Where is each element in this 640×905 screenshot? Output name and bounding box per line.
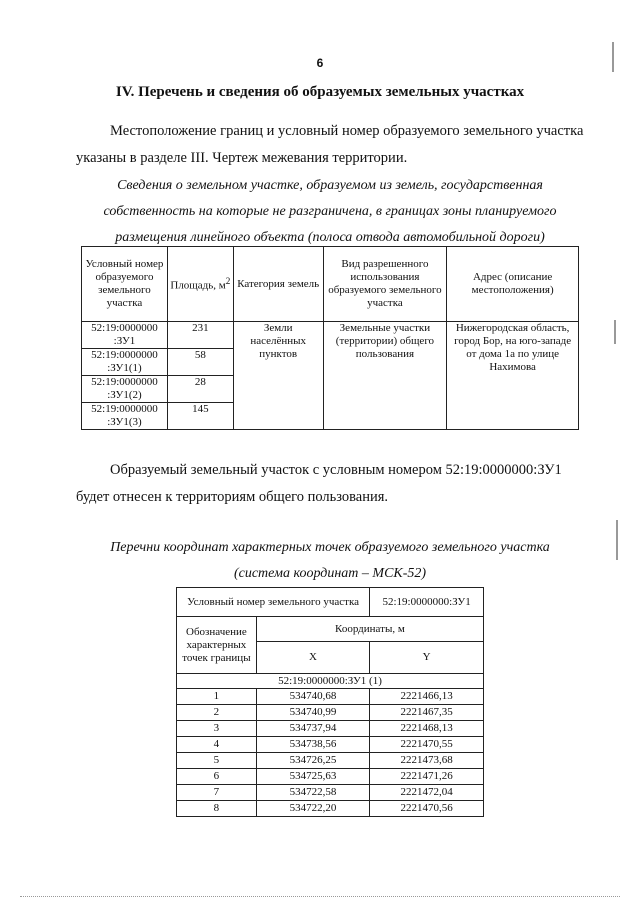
page-number: 6 xyxy=(316,56,324,70)
y-value: 2221466,13 xyxy=(370,689,484,705)
intro-line-2: указаны в разделе III. Чертеж межевания территории. xyxy=(76,150,408,166)
middle-line-1: Образуемый земельный участок с условным номером 52:19:0000000:ЗУ1 xyxy=(110,462,562,478)
y-value: 2221467,35 xyxy=(370,705,484,721)
point-number: 3 xyxy=(177,721,257,737)
y-value: 2221468,13 xyxy=(370,721,484,737)
points-label: Обозначение характерных точек границы xyxy=(177,617,257,674)
area-cell: 58 xyxy=(167,349,233,376)
section-heading: IV. Перечень и сведения об образуемых земельных участках xyxy=(115,84,525,100)
table-row xyxy=(177,769,484,785)
table-row xyxy=(177,737,484,753)
x-value: 534740,68 xyxy=(256,689,369,705)
section-row xyxy=(177,674,484,689)
plot-number-cell: 52:19:0000000 :ЗУ1 xyxy=(82,322,168,349)
header-plot-number: Условный номер образуемого земельного участка xyxy=(82,247,168,322)
plot-number-cell: 52:19:0000000 :ЗУ1(2) xyxy=(82,376,168,403)
address-cell: Нижегородская область, город Бор, на юго-западе от дома 1а по улице Нахимова xyxy=(447,322,579,430)
table-row xyxy=(177,801,484,817)
point-number: 4 xyxy=(177,737,257,753)
y-value: 2221471,26 xyxy=(370,769,484,785)
y-value: 2221472,04 xyxy=(370,785,484,801)
table1-caption xyxy=(80,173,580,251)
area-cell: 231 xyxy=(167,322,233,349)
y-label: Y xyxy=(370,642,484,674)
x-value: 534725,63 xyxy=(256,769,369,785)
intro-line-1: Местоположение границ и условный номер образуемого земельного участка xyxy=(110,123,584,139)
x-value: 534722,20 xyxy=(256,801,369,817)
plot-number-value: 52:19:0000000:ЗУ1 xyxy=(370,588,484,617)
table-row xyxy=(177,753,484,769)
point-number: 7 xyxy=(177,785,257,801)
permitted-use-cell: Земельные участки (территории) общего пользования xyxy=(323,322,447,430)
table2-caption-line-1: Перечни координат характерных точек образуемого земельного участка xyxy=(110,540,550,555)
header-area xyxy=(167,247,233,322)
x-value: 534726,25 xyxy=(256,753,369,769)
table1-caption-line-2: собственность на которые не разграничена, в границах зоны планируемого xyxy=(103,204,557,219)
land-plot-table xyxy=(81,246,579,430)
plot-number-row xyxy=(177,588,484,617)
header-area-sup: 2 xyxy=(225,276,231,287)
table-row xyxy=(177,721,484,737)
scan-bottom-edge xyxy=(20,896,620,897)
x-label: X xyxy=(256,642,369,674)
table-header-row xyxy=(82,247,579,322)
table1-caption-line-3: размещения линейного объекта (полоса отвода автомобильной дороги) xyxy=(115,230,545,245)
point-number: 8 xyxy=(177,801,257,817)
scan-margin-mark xyxy=(612,42,614,72)
plot-number-cell: 52:19:0000000 :ЗУ1(1) xyxy=(82,349,168,376)
x-value: 534737,94 xyxy=(256,721,369,737)
coords-header-row xyxy=(177,617,484,642)
coords-label: Координаты, м xyxy=(256,617,483,642)
intro-paragraph xyxy=(76,118,588,172)
middle-paragraph xyxy=(76,457,588,511)
table2-caption-line-2: (система координат – МСК-52) xyxy=(233,566,427,581)
point-number: 6 xyxy=(177,769,257,785)
header-category: Категория земель xyxy=(233,247,323,322)
point-number: 1 xyxy=(177,689,257,705)
area-cell: 28 xyxy=(167,376,233,403)
table-row xyxy=(177,689,484,705)
table2-caption xyxy=(80,535,580,587)
x-value: 534722,58 xyxy=(256,785,369,801)
point-number: 2 xyxy=(177,705,257,721)
area-cell: 145 xyxy=(167,403,233,430)
scan-margin-mark xyxy=(616,520,618,560)
header-area-label: Площадь, м xyxy=(170,279,226,292)
coordinates-table xyxy=(176,587,484,817)
table-row xyxy=(82,322,579,349)
scan-margin-mark xyxy=(614,320,616,344)
point-number: 5 xyxy=(177,753,257,769)
x-value: 534738,56 xyxy=(256,737,369,753)
section-label: 52:19:0000000:ЗУ1 (1) xyxy=(177,674,484,689)
plot-number-label: Условный номер земельного участка xyxy=(177,588,370,617)
middle-line-2: будет отнесен к территориям общего пользования. xyxy=(76,489,389,505)
table1-caption-line-1: Сведения о земельном участке, образуемом из земель, государственная xyxy=(117,178,543,193)
header-permitted-use: Вид разрешенного использования образуемого земельного участка xyxy=(323,247,447,322)
table-row xyxy=(177,705,484,721)
y-value: 2221473,68 xyxy=(370,753,484,769)
plot-number-cell: 52:19:0000000 :ЗУ1(3) xyxy=(82,403,168,430)
y-value: 2221470,56 xyxy=(370,801,484,817)
category-cell: Земли населённых пунктов xyxy=(233,322,323,430)
x-value: 534740,99 xyxy=(256,705,369,721)
header-address: Адрес (описание местоположения) xyxy=(447,247,579,322)
y-value: 2221470,55 xyxy=(370,737,484,753)
table-row xyxy=(177,785,484,801)
